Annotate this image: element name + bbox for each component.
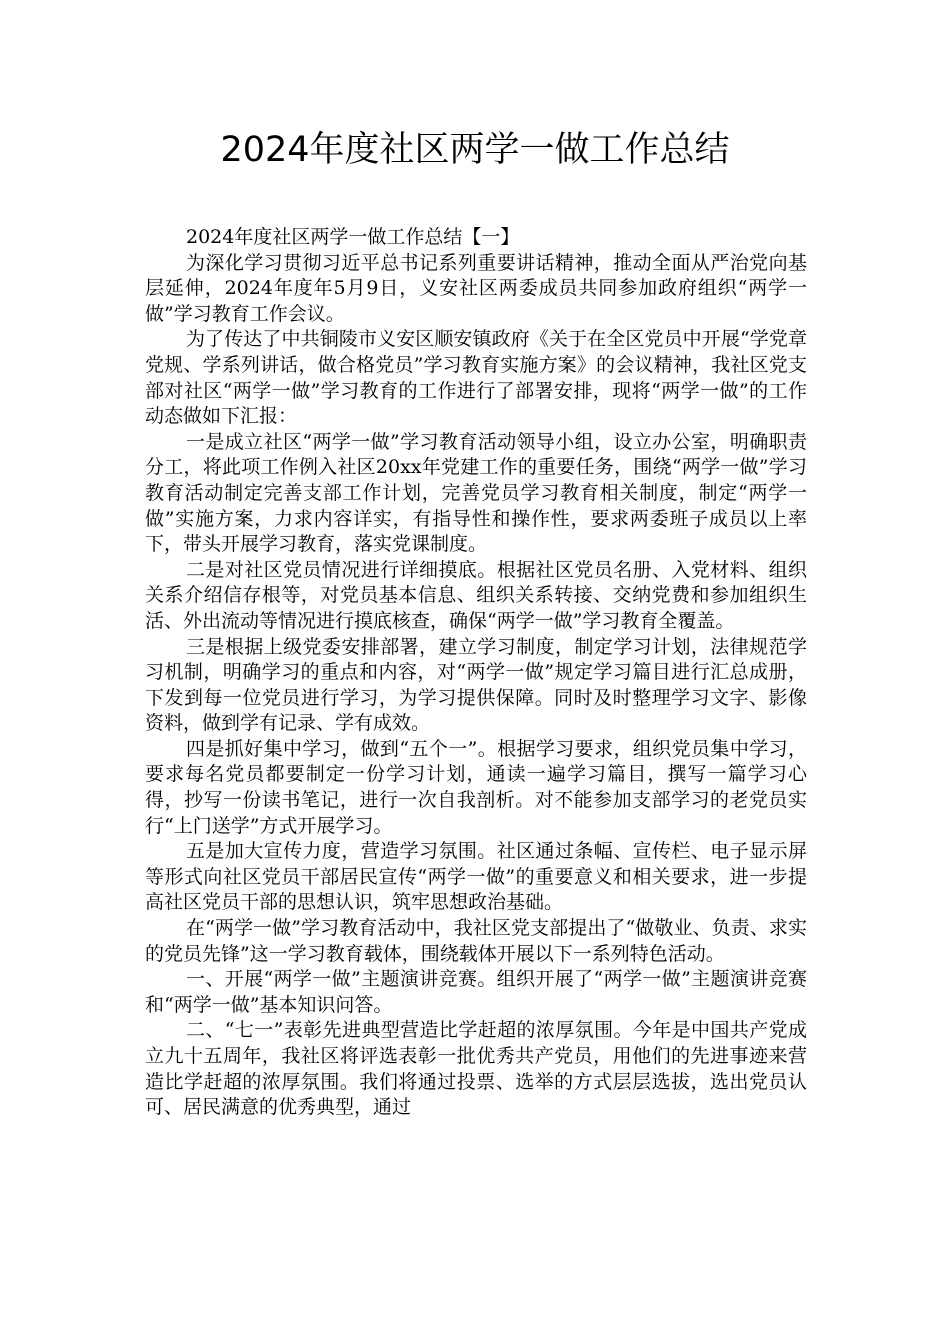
section-heading: 2024年度社区两学一做工作总结【一】 <box>186 226 520 248</box>
paragraph: 一是成立社区“两学一做”学习教育活动领导小组，设立办公室，明确职责分工，将此项工作例入社区20xx年党建工作的重要任务，围绕“两学一做”学习教育活动制定完善支部工作计划，完善党员学习教育相关制度，制定“两学一做”实施方案，力求内容详实，有指导性和操作性，要求两委班子成员以上率下，带头开展学习教育，落实党课制度。 <box>145 430 807 556</box>
document-title: 2024年度社区两学一做工作总结 <box>220 130 730 170</box>
document-body <box>145 225 807 1121</box>
paragraph: 三是根据上级党委安排部署，建立学习制度，制定学习计划，法律规范学习机制，明确学习的重点和内容，对“两学一做”规定学习篇目进行汇总成册，下发到每一位党员进行学习，为学习提供保障。同时及时整理学习文字、影像资料，做到学有记录、学有成效。 <box>145 635 807 735</box>
paragraph: 为了传达了中共铜陵市义安区顺安镇政府《关于在全区党员中开展“学党章党规、学系列讲话，做合格党员”学习教育实施方案》的会议精神，我社区党支部对社区“两学一做”学习教育的工作进行了部署安排，现将“两学一做”的工作动态做如下汇报： <box>145 328 807 428</box>
paragraph: 二是对社区党员情况进行详细摸底。根据社区党员名册、入党材料、组织关系介绍信存根等，对党员基本信息、组织关系转接、交纳党费和参加组织生活、外出流动等情况进行摸底核查，确保“两学一做”学习教育全覆盖。 <box>145 558 807 632</box>
paragraph: 五是加大宣传力度，营造学习氛围。社区通过条幅、宣传栏、电子显示屏等形式向社区党员干部居民宣传“两学一做”的重要意义和相关要求，进一步提高社区党员干部的思想认识，筑牢思想政治基础。 <box>145 840 807 914</box>
paragraph: 二、“七一”表彰先进典型营造比学赶超的浓厚氛围。今年是中国共产党成立九十五周年，我社区将评选表彰一批优秀共产党员，用他们的先进事迹来营造比学赶超的浓厚氛围。我们将通过投票、选举的方式层层选拔，选出党员认可、居民满意的优秀典型，通过 <box>145 1019 807 1119</box>
paragraph: 四是抓好集中学习，做到“五个一”。根据学习要求，组织党员集中学习，要求每名党员都要制定一份学习计划，通读一遍学习篇目，撰写一篇学习心得，抄写一份读书笔记，进行一次自我剖析。对不能参加支部学习的老党员实行“上门送学”方式开展学习。 <box>145 737 807 837</box>
paragraph: 为深化学习贯彻习近平总书记系列重要讲话精神，推动全面从严治党向基层延伸，2024年度年5月9日，义安社区两委成员共同参加政府组织“两学一做”学习教育工作会议。 <box>145 251 807 325</box>
paragraph: 在“两学一做”学习教育活动中，我社区党支部提出了“做敬业、负责、求实的党员先锋”这一学习教育载体，围绕载体开展以下一系列特色活动。 <box>145 917 807 965</box>
paragraph: 一、开展“两学一做”主题演讲竞赛。组织开展了“两学一做”主题演讲竞赛和“两学一做”基本知识问答。 <box>145 968 807 1016</box>
